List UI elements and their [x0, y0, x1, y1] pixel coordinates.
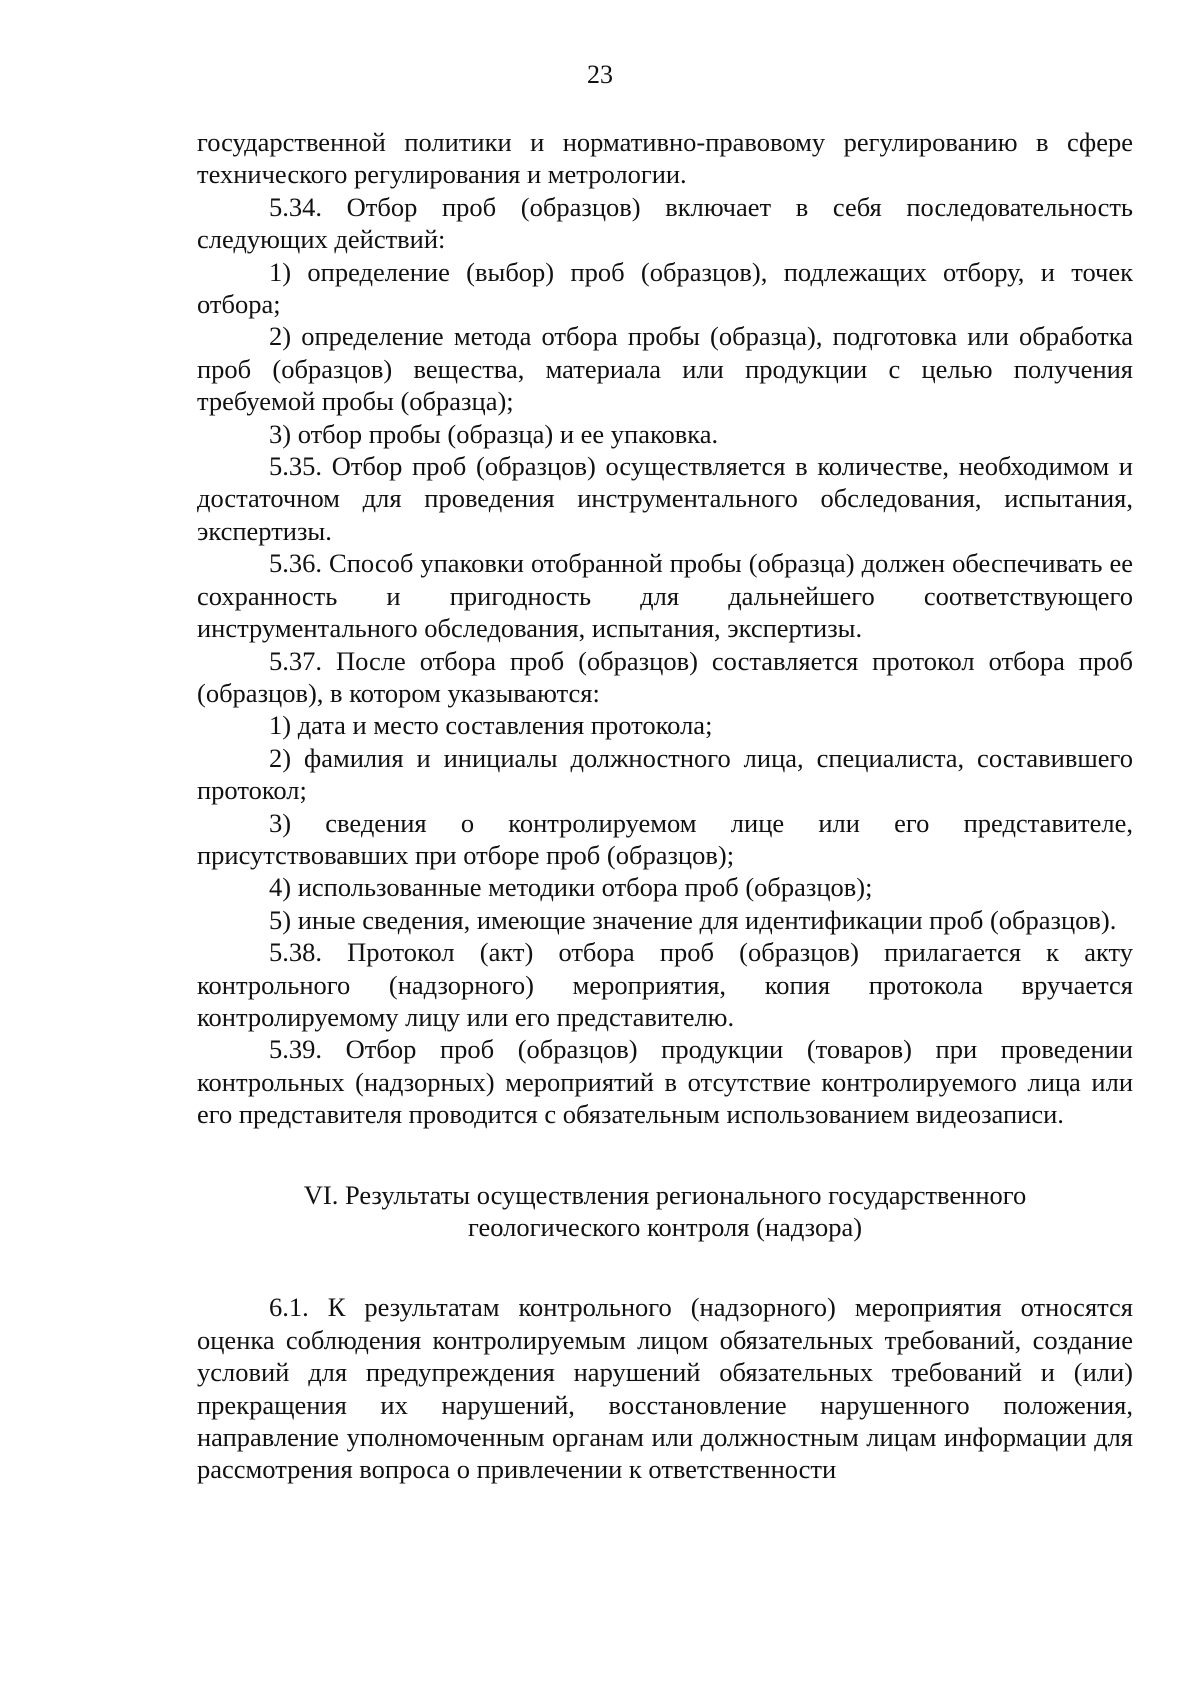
- paragraph: 2) фамилия и инициалы должностного лица, специалиста, составившего протокол;: [197, 742, 1133, 806]
- paragraph: 1) определение (выбор) проб (образцов), подлежащих отбору, и точек отбора;: [197, 256, 1133, 320]
- page-number: 23: [587, 60, 613, 89]
- section-heading-line-1: VI. Результаты осуществления регионального государственного: [303, 1179, 1027, 1210]
- paragraphs-before-section: [197, 126, 1133, 1131]
- paragraph: государственной политики и нормативно-правовому регулированию в сфере технического регулирования и метрологии.: [197, 127, 1133, 190]
- paragraph: 5.36. Способ упаковки отобранной пробы (образца) должен обеспечивать ее сохранность и пригодность для дальнейшего соответствующего инструментального обследования, испытания, экспертизы.: [197, 548, 1133, 644]
- paragraph: 3) сведения о контролируемом лице или его представителе, присутствовавших при отборе проб (образцов);: [197, 807, 1133, 870]
- paragraph: 3) отбор пробы (образца) и ее упаковка.: [269, 418, 719, 449]
- paragraphs-after-section: [197, 1291, 1133, 1485]
- paragraph: 5.34. Отбор проб (образцов) включает в себя последовательность следующих действий:: [197, 191, 1133, 255]
- paragraph: 4) использованные методики отбора проб (образцов);: [269, 872, 873, 903]
- paragraph: 1) дата и место составления протокола;: [269, 710, 713, 741]
- paragraph: 6.1. К результатам контрольного (надзорного) мероприятия относятся оценка соблюдения контролируемым лицом обязательных требований, создание условий для предупреждения нарушений обязательных требований и (или) прекращения их нарушений, восстановление нарушенного положения, направление уполномоченным органам или должностным лицам информации для рассмотрения вопроса о привлечении к ответственности: [197, 1292, 1133, 1485]
- section-heading: [197, 1179, 1133, 1244]
- paragraph: 5.37. После отбора проб (образцов) составляется протокол отбора проб (образцов), в котором указываются:: [197, 645, 1133, 708]
- document-body: [197, 126, 1133, 1486]
- paragraph: 5.38. Протокол (акт) отбора проб (образцов) прилагается к акту контрольного (надзорного) мероприятия, копия протокола вручается контролируемому лицу или его представителю.: [197, 937, 1133, 1032]
- section-heading-line-2: геологического контроля (надзора): [467, 1212, 863, 1242]
- paragraph: 5.35. Отбор проб (образцов) осуществляется в количестве, необходимом и достаточном для проведения инструментального обследования, испытания, экспертизы.: [197, 451, 1133, 546]
- paragraph: 5) иные сведения, имеющие значение для идентификации проб (образцов).: [269, 904, 1117, 935]
- paragraph: 2) определение метода отбора пробы (образца), подготовка или обработка проб (образцов) вещества, материала или продукции с целью получения требуемой пробы (образца);: [197, 321, 1133, 417]
- paragraph: 5.39. Отбор проб (образцов) продукции (товаров) при проведении контрольных (надзорных) мероприятий в отсутствие контролируемого лица или его представителя проводится с обязательным использованием видеозаписи.: [197, 1034, 1133, 1130]
